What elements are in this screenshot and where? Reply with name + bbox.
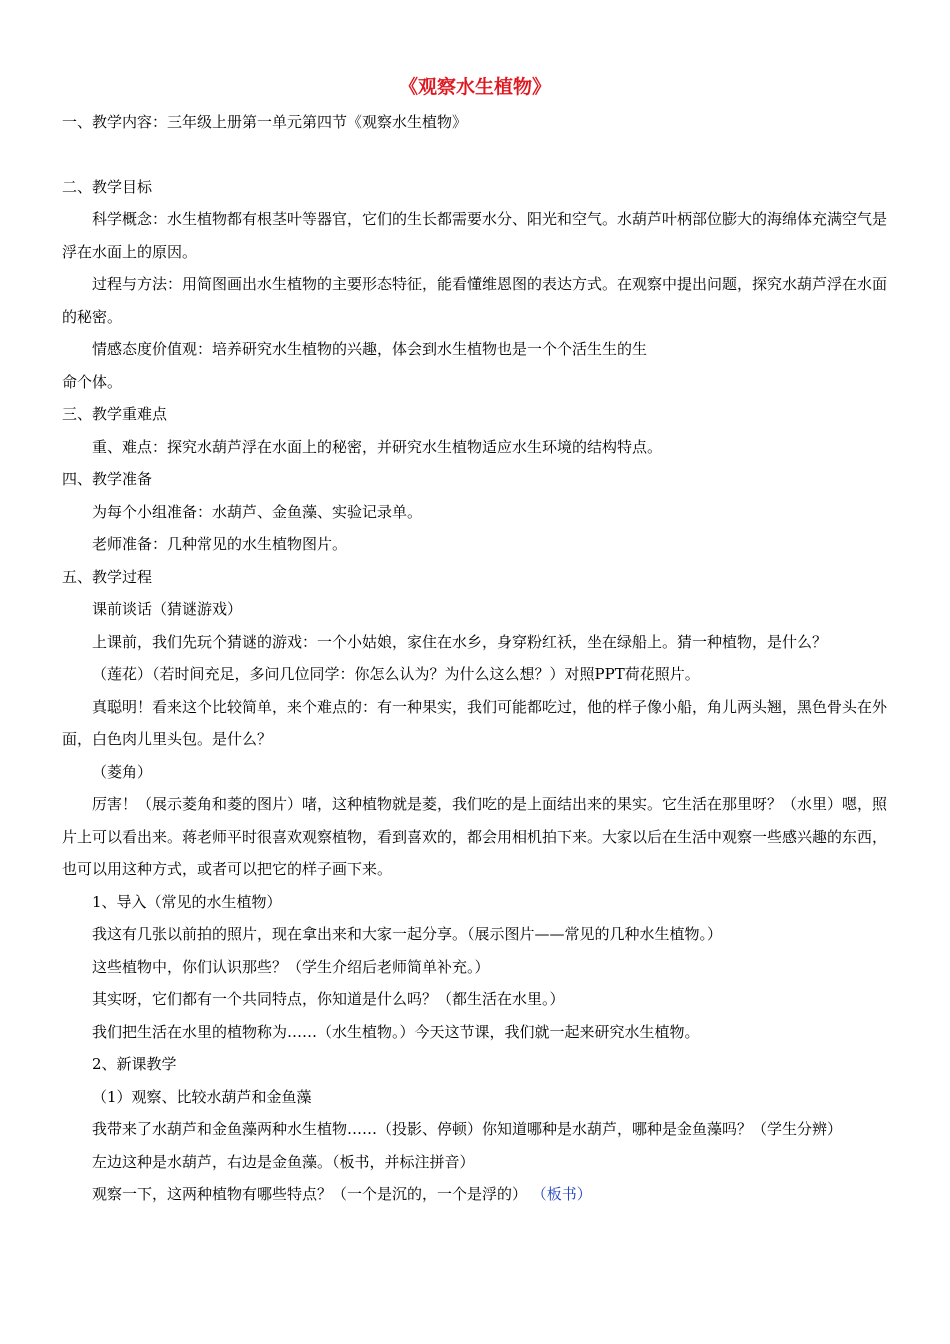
paragraph-goal-attitude-cont: 命个体。 bbox=[62, 372, 123, 391]
paragraph-new-1: 我带来了水葫芦和金鱼藻两种水生植物……（投影、停顿）你知道哪种是水葫芦，哪种是金鱼藻吗？（学生分辨） bbox=[92, 1120, 843, 1138]
blank-line bbox=[62, 139, 892, 171]
paragraph-intro-3: 其实呀，它们都有一个共同特点，你知道是什么吗？（都生活在水里。） bbox=[92, 990, 565, 1008]
paragraph-answer-2: （菱角） bbox=[92, 762, 153, 781]
section-heading-key: 三、教学重难点 bbox=[62, 405, 168, 423]
paragraph-answer-1: （莲花）（若时间充足，多问几位同学：你怎么认为？为什么这么想？）对照PPT荷花照片。 bbox=[92, 665, 700, 683]
paragraph-intro-2: 这些植物中，你们认识那些？（学生介绍后老师简单补充。） bbox=[92, 957, 490, 976]
paragraph-ling: 厉害！（展示菱角和菱的图片）啫，这种植物就是菱，我们吃的是上面结出来的果实。它生活在那里呀？（水里）嗯，照片上可以看出来。蒋老师平时很喜欢观察植物，看到喜欢的，都会用相机拍下来。大家以后在生活中观察一些感兴趣的东西，也可以用这种方式，或者可以把它的样子画下来。 bbox=[62, 795, 888, 878]
paragraph-goal-concept: 科学概念：水生植物都有根茎叶等器官，它们的生长都需要水分、阳光和空气。水葫芦叶柄部位膨大的海绵体充满空气是浮在水面上的原因。 bbox=[62, 210, 888, 261]
paragraph-new-2: 左边这种是水葫芦，右边是金鱼藻。（板书，并标注拼音） bbox=[92, 1152, 475, 1171]
section-heading-process: 五、教学过程 bbox=[62, 567, 153, 586]
section-heading-goals: 二、教学目标 bbox=[62, 177, 153, 196]
paragraph-pre-talk: 课前谈话（猜谜游戏） bbox=[92, 600, 243, 618]
subheading-intro: 1、导入（常见的水生植物） bbox=[92, 892, 282, 911]
paragraph-riddle-1: 上课前，我们先玩个猜谜的游戏：一个小姑娘，家住在水乡，身穿粉红袄，坐在绿船上。猜一种植物，是什么？ bbox=[92, 632, 828, 651]
paragraph-key: 重、难点：探究水葫芦浮在水面上的秘密，并研究水生植物适应水生环境的结构特点。 bbox=[92, 437, 663, 456]
paragraph-intro-1: 我这有几张以前拍的照片，现在拿出来和大家一起分享。（展示图片——常见的几种水生植物。） bbox=[92, 925, 723, 943]
paragraph-riddle-2: 真聪明！看来这个比较简单，来个难点的：有一种果实，我们可能都吃过，他的样子像小船，角儿两头翘，黑色骨头在外面，白色肉儿里头包。是什么？ bbox=[62, 697, 888, 748]
paragraph-goal-process: 过程与方法：用简图画出水生植物的主要形态特征，能看懂维恩图的表达方式。在观察中提出问题，探究水葫芦浮在水面的秘密。 bbox=[62, 275, 888, 326]
section-heading-prep: 四、教学准备 bbox=[62, 470, 153, 488]
new-3-text: 观察一下，这两种植物有哪些特点？（一个是沉的，一个是浮的） bbox=[92, 1185, 528, 1203]
document-body bbox=[62, 106, 892, 1211]
paragraph-intro-4: 我们把生活在水里的植物称为……（水生植物。）今天这节课，我们就一起来研究水生植物。 bbox=[92, 1022, 700, 1041]
paragraph-goal-attitude: 情感态度价值观：培养研究水生植物的兴趣，体会到水生植物也是一个个活生生的生 bbox=[92, 340, 648, 358]
paragraph-prep-group: 为每个小组准备：水葫芦、金鱼藻、实验记录单。 bbox=[92, 502, 423, 521]
paragraph-prep-teacher: 老师准备：几种常见的水生植物图片。 bbox=[92, 535, 348, 553]
subheading-new-lesson: 2、新课教学 bbox=[92, 1055, 177, 1073]
section-heading-content: 一、教学内容：三年级上册第一单元第四节《观察水生植物》 bbox=[62, 113, 468, 131]
subheading-observe-compare: （1）观察、比较水葫芦和金鱼藻 bbox=[92, 1087, 312, 1106]
paragraph-new-3 bbox=[62, 1178, 892, 1211]
board-note: （板书） bbox=[531, 1185, 592, 1203]
document-title: 《观察水生植物》 bbox=[398, 76, 551, 98]
